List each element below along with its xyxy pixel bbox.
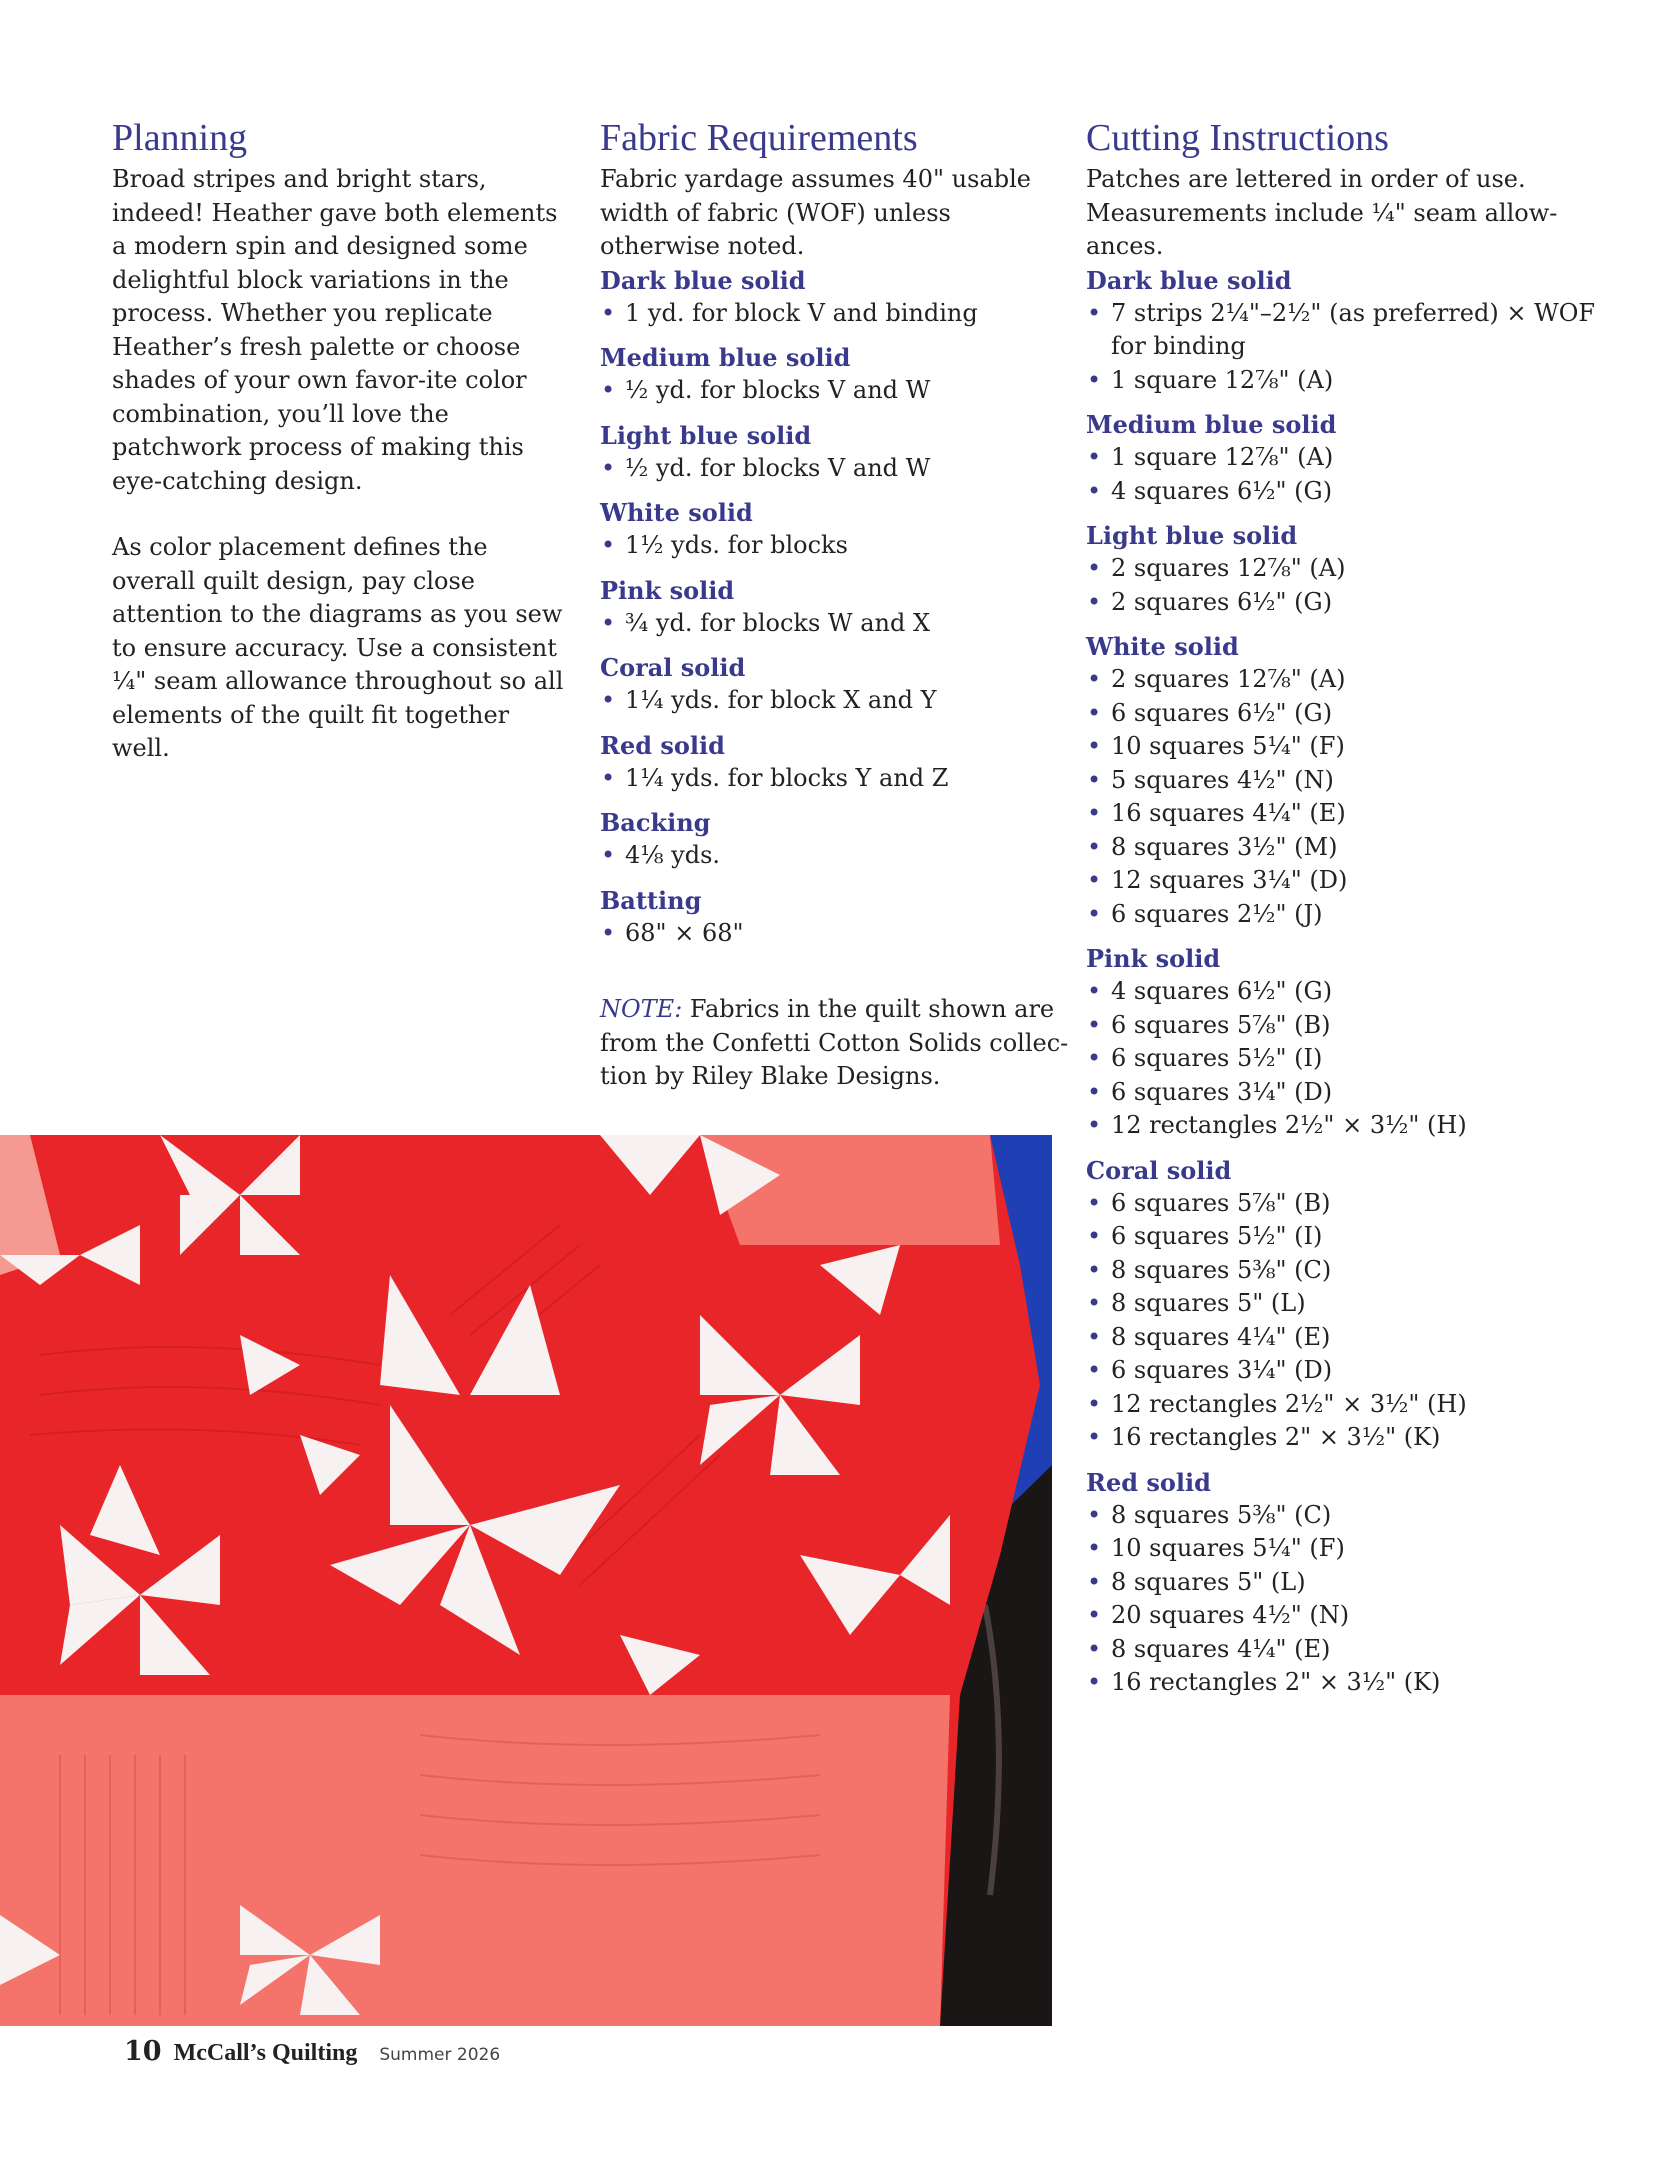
quilt-illustration	[0, 1135, 1052, 2026]
list-item: • 2 squares 6½" (G)	[1086, 586, 1606, 620]
list-item: • 2 squares 12⅞" (A)	[1086, 663, 1606, 697]
fabric-group-list	[600, 684, 1070, 718]
cutting-instructions-heading: Cutting Instructions	[1086, 117, 1389, 159]
list-item: • 16 rectangles 2" × 3½" (K)	[1086, 1421, 1606, 1455]
list-item: • 12 rectangles 2½" × 3½" (H)	[1086, 1109, 1606, 1143]
list-item: • 6 squares 2½" (J)	[1086, 898, 1606, 932]
fabric-group-list	[600, 917, 1070, 951]
fabric-group-label: Batting	[600, 885, 702, 915]
list-item: • 1¼ yds. for blocks Y and Z	[600, 762, 1070, 796]
list-item: • 4⅛ yds.	[600, 839, 1070, 873]
cutting-group-list	[1086, 552, 1606, 619]
list-item: • 6 squares 5½" (I)	[1086, 1042, 1606, 1076]
list-item: • 1½ yds. for blocks	[600, 529, 1070, 563]
fabric-group-list	[600, 529, 1070, 563]
note-text: Fabrics in the quilt shown are from the Confetti Cotton Solids collec-tion by Riley Blake Designs.	[600, 995, 1069, 1090]
list-item: • 10 squares 5¼" (F)	[1086, 730, 1606, 764]
list-item: • 8 squares 5⅜" (C)	[1086, 1254, 1606, 1288]
fabric-group-label: Medium blue solid	[600, 343, 851, 372]
list-item: • 6 squares 6½" (G)	[1086, 697, 1606, 731]
fabric-group-label: White solid	[600, 498, 753, 527]
cutting-group-list	[1086, 297, 1606, 398]
list-item: • 16 rectangles 2" × 3½" (K)	[1086, 1666, 1606, 1700]
fabric-group-label: Red solid	[600, 730, 725, 760]
list-item: • 6 squares 5⅞" (B)	[1086, 1009, 1606, 1043]
list-item: • 20 squares 4½" (N)	[1086, 1599, 1606, 1633]
cutting-group-label: Dark blue solid	[1086, 265, 1292, 295]
list-item: • 1 yd. for block V and binding	[600, 297, 1070, 331]
cutting-group-label: Coral solid	[1086, 1155, 1232, 1185]
list-item: • 8 squares 4¼" (E)	[1086, 1321, 1606, 1355]
list-item: • 6 squares 5½" (I)	[1086, 1220, 1606, 1254]
cutting-group-label: Light blue solid	[1086, 521, 1298, 550]
list-item: • 8 squares 3½" (M)	[1086, 831, 1606, 865]
quilt-photo	[0, 1135, 1052, 2026]
planning-paragraph-2: As color placement defines the overall quilt design, pay close attention to the diagrams as you sew to ensure accuracy. Use a consistent ¼" seam allowance throughout so all elements of the quilt fit together well.	[112, 533, 564, 762]
fabric-group-list	[600, 452, 1070, 486]
fabric-group-list	[600, 297, 1070, 331]
fabric-requirements-column	[600, 115, 1070, 1118]
cutting-group-label: Medium blue solid	[1086, 410, 1337, 439]
list-item: • 8 squares 5" (L)	[1086, 1287, 1606, 1321]
list-item: • 68" × 68"	[600, 917, 1070, 951]
cutting-group-list	[1086, 663, 1606, 931]
cutting-instructions-column	[1086, 115, 1606, 1700]
list-item: • 2 squares 12⅞" (A)	[1086, 552, 1606, 586]
fabric-group-label: Dark blue solid	[600, 265, 806, 295]
cutting-group-label: Pink solid	[1086, 944, 1221, 973]
cutting-group-list	[1086, 441, 1606, 508]
list-item: • 1¼ yds. for block X and Y	[600, 684, 1070, 718]
list-item: • ¾ yd. for blocks W and X	[600, 607, 1070, 641]
magazine-title: McCall’s Quilting	[173, 2040, 358, 2066]
list-item: • 10 squares 5¼" (F)	[1086, 1532, 1606, 1566]
cutting-group-label: Red solid	[1086, 1467, 1211, 1497]
list-item: • 16 squares 4¼" (E)	[1086, 797, 1606, 831]
cutting-group-list	[1086, 1187, 1606, 1455]
fabric-intro: Fabric yardage assumes 40" usable width of fabric (WOF) unless otherwise noted.	[600, 165, 1031, 260]
page-footer	[124, 2036, 500, 2076]
note-label: NOTE:	[600, 995, 683, 1023]
list-item: • 8 squares 4¼" (E)	[1086, 1633, 1606, 1667]
list-item: • ½ yd. for blocks V and W	[600, 452, 1070, 486]
fabric-group-label: Backing	[600, 808, 711, 837]
list-item: • 12 rectangles 2½" × 3½" (H)	[1086, 1388, 1606, 1422]
planning-paragraph-1: Broad stripes and bright stars, indeed! Heather gave both elements a modern spin and designed some delightful block variations in the process. Whether you replicate Heather’s fresh palette or choose shades of your own favor-ite color combination, you’ll love the patchwork process of making this eye-catching design.	[112, 165, 558, 495]
list-item: • 6 squares 5⅞" (B)	[1086, 1187, 1606, 1221]
fabric-group-list	[600, 374, 1070, 408]
list-item: • 1 square 12⅞" (A)	[1086, 364, 1606, 398]
fabric-requirements-heading: Fabric Requirements	[600, 117, 918, 159]
fabric-group-list	[600, 762, 1070, 796]
list-item: • 8 squares 5⅜" (C)	[1086, 1499, 1606, 1533]
page-number: 10	[124, 2036, 162, 2067]
list-item: • ½ yd. for blocks V and W	[600, 374, 1070, 408]
issue-date: Summer 2026	[379, 2045, 501, 2065]
cutting-group-label: White solid	[1086, 632, 1239, 661]
cutting-group-list	[1086, 1499, 1606, 1700]
list-item: • 5 squares 4½" (N)	[1086, 764, 1606, 798]
list-item: • 12 squares 3¼" (D)	[1086, 864, 1606, 898]
planning-heading: Planning	[112, 117, 248, 159]
list-item: • 7 strips 2¼"–2½" (as preferred) × WOF for binding	[1086, 297, 1606, 364]
fabric-note	[600, 993, 1070, 1094]
list-item: • 4 squares 6½" (G)	[1086, 975, 1606, 1009]
planning-column	[112, 115, 572, 799]
list-item: • 4 squares 6½" (G)	[1086, 475, 1606, 509]
cutting-group-list	[1086, 975, 1606, 1143]
fabric-group-label: Light blue solid	[600, 420, 812, 450]
fabric-group-label: Coral solid	[600, 653, 746, 682]
fabric-group-label: Pink solid	[600, 575, 735, 605]
fabric-group-list	[600, 607, 1070, 641]
list-item: • 8 squares 5" (L)	[1086, 1566, 1606, 1600]
list-item: • 6 squares 3¼" (D)	[1086, 1076, 1606, 1110]
fabric-group-list	[600, 839, 1070, 873]
list-item: • 6 squares 3¼" (D)	[1086, 1354, 1606, 1388]
cutting-intro: Patches are lettered in order of use. Measurements include ¼" seam allow-ances.	[1086, 165, 1558, 260]
list-item: • 1 square 12⅞" (A)	[1086, 441, 1606, 475]
